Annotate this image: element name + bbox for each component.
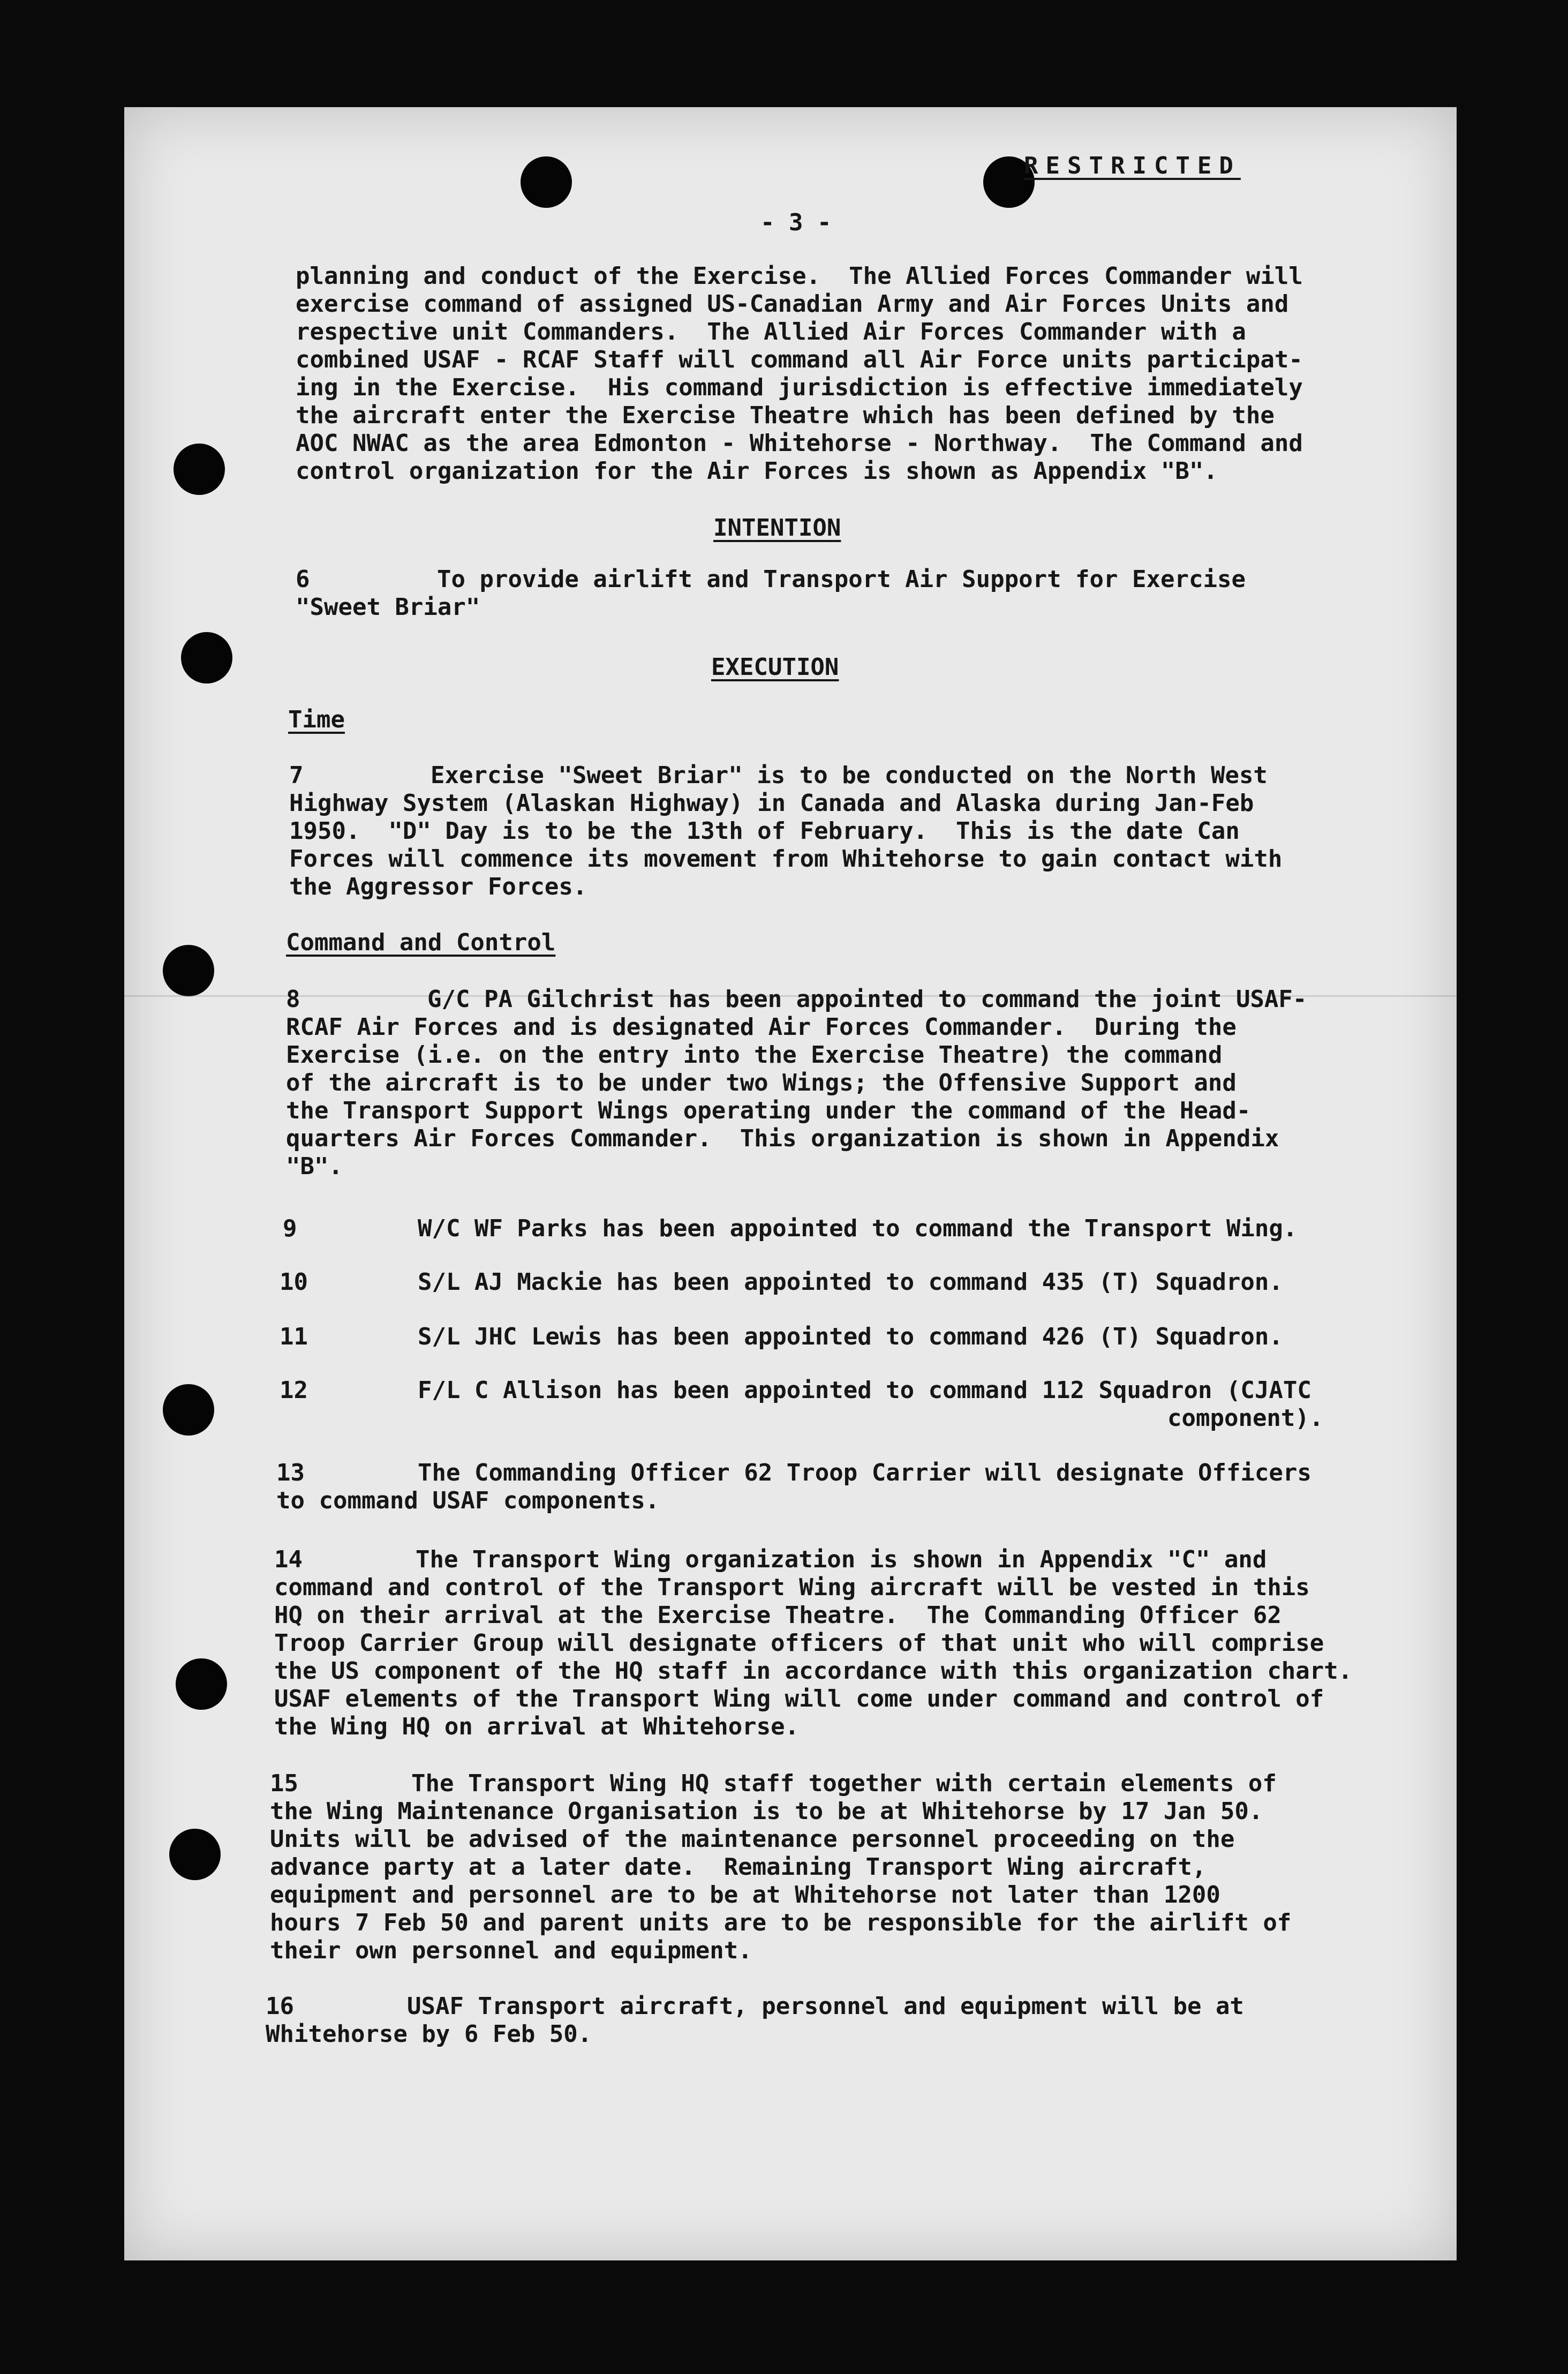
paragraph-line: The Commanding Officer 62 Troop Carrier will designate Officers	[418, 1459, 1311, 1486]
paragraph-11	[418, 1323, 1283, 1351]
paragraph-line: Units will be advised of the maintenance personnel proceeding on the	[270, 1825, 1235, 1853]
paragraph-8	[286, 986, 1307, 1181]
heading-command-and-control: Command and Control	[286, 929, 556, 956]
paragraph-number: 9	[283, 1215, 297, 1242]
paragraph-15	[270, 1770, 1291, 1965]
paragraph-line: The Transport Wing HQ staff together with certain elements of	[411, 1770, 1277, 1797]
paragraph-line: W/C WF Parks has been appointed to command the Transport Wing.	[418, 1215, 1298, 1242]
paragraph-line: their own personnel and equipment.	[270, 1937, 752, 1964]
paragraph-number: 8	[286, 986, 300, 1013]
paragraph-line: USAF Transport aircraft, personnel and equipment will be at	[407, 1993, 1244, 2020]
document-page	[124, 107, 1457, 2260]
heading-intention: INTENTION	[713, 514, 841, 542]
paragraph-line: the US component of the HQ staff in accordance with this organization chart.	[274, 1657, 1353, 1685]
paragraph-line: equipment and personnel are to be at Whitehorse not later than 1200	[270, 1881, 1220, 1909]
paragraph-number: 7	[289, 762, 304, 789]
paragraph-line: "B".	[286, 1153, 343, 1180]
intro-line: combined USAF - RCAF Staff will command all Air Force units participat-	[296, 346, 1303, 373]
paragraph-number: 11	[280, 1323, 308, 1350]
paragraph-line: the Aggressor Forces.	[289, 873, 587, 900]
intro-line: control organization for the Air Forces is shown as Appendix "B".	[296, 457, 1218, 485]
intro-line: AOC NWAC as the area Edmonton - Whitehorse - Northway. The Command and	[296, 430, 1303, 457]
paragraph-7	[289, 762, 1282, 901]
paragraph-line: component).	[1167, 1404, 1324, 1432]
paragraph-12	[418, 1377, 1323, 1432]
punch-hole-margin-4	[163, 1384, 214, 1436]
intro-line: planning and conduct of the Exercise. The Allied Forces Commander will	[296, 262, 1303, 290]
paragraph-line: of the aircraft is to be under two Wings; the Offensive Support and	[286, 1069, 1237, 1096]
paragraph-10	[418, 1268, 1283, 1296]
classification-marking: RESTRICTED	[1024, 152, 1241, 179]
punch-hole-margin-5	[176, 1658, 227, 1710]
paragraph-13	[276, 1459, 1311, 1515]
paragraph-line: Highway System (Alaskan Highway) in Canada and Alaska during Jan-Feb	[289, 790, 1254, 817]
paragraph-number: 10	[280, 1268, 308, 1296]
paragraph-number: 15	[270, 1770, 298, 1797]
paragraph-line: the Wing HQ on arrival at Whitehorse.	[274, 1713, 800, 1740]
intro-line: exercise command of assigned US-Canadian Army and Air Forces Units and	[296, 290, 1289, 318]
paragraph-line: 1950. "D" Day is to be the 13th of February. This is the date Can	[289, 817, 1240, 845]
paragraph-number: 6	[296, 566, 310, 593]
intro-line: ing in the Exercise. His command jurisdiction is effective immediately	[296, 374, 1303, 401]
paragraph-line: HQ on their arrival at the Exercise Theatre. The Commanding Officer 62	[274, 1602, 1281, 1629]
intro-line: the aircraft enter the Exercise Theatre which has been defined by the	[296, 402, 1275, 429]
paragraph-line: the Wing Maintenance Organisation is to be at Whitehorse by 17 Jan 50.	[270, 1798, 1263, 1825]
paragraph-line: F/L C Allison has been appointed to command 112 Squadron (CJATC	[418, 1377, 1311, 1404]
paragraph-6	[296, 566, 1246, 621]
paragraph-number: 14	[274, 1546, 303, 1573]
heading-execution: EXECUTION	[711, 653, 839, 681]
punch-hole-top-left	[521, 156, 572, 208]
paragraph-line: hours 7 Feb 50 and parent units are to be responsible for the airlift of	[270, 1909, 1292, 1936]
paragraph-number: 12	[280, 1377, 308, 1404]
paragraph-line: advance party at a later date. Remaining Transport Wing aircraft,	[270, 1853, 1207, 1881]
punch-hole-margin-3	[163, 945, 214, 996]
punch-hole-margin-2	[181, 632, 232, 683]
paragraph-line: G/C PA Gilchrist has been appointed to command the joint USAF-	[427, 986, 1307, 1013]
paragraph-line: Exercise (i.e. on the entry into the Exercise Theatre) the command	[286, 1041, 1223, 1069]
punch-hole-margin-6	[169, 1829, 221, 1880]
page-number: - 3 -	[760, 209, 832, 236]
paragraph-line: Troop Carrier Group will designate officers of that unit who will comprise	[274, 1629, 1324, 1657]
paragraph-line: "Sweet Briar"	[296, 594, 480, 621]
paragraph-line: RCAF Air Forces and is designated Air Forces Commander. During the	[286, 1013, 1237, 1041]
paragraph-line: USAF elements of the Transport Wing will come under command and control of	[274, 1685, 1324, 1712]
punch-hole-margin-1	[174, 444, 225, 495]
paragraph-line: To provide airlift and Transport Air Support for Exercise	[437, 566, 1246, 593]
intro-line: respective unit Commanders. The Allied Air Forces Commander with a	[296, 318, 1246, 345]
paragraph-line: to command USAF components.	[276, 1487, 660, 1514]
paragraph-line: Forces will commence its movement from Whitehorse to gain contact with	[289, 845, 1283, 873]
paragraph-line: Exercise "Sweet Briar" is to be conducted on the North West	[431, 762, 1268, 789]
heading-time: Time	[288, 706, 345, 733]
paragraph-line: S/L JHC Lewis has been appointed to command 426 (T) Squadron.	[418, 1323, 1283, 1350]
paragraph-14	[274, 1546, 1352, 1741]
paragraph-line: The Transport Wing organization is shown in Appendix "C" and	[416, 1546, 1267, 1573]
paragraph-9	[418, 1215, 1297, 1243]
paragraph-16	[266, 1993, 1244, 2048]
paragraph-number: 13	[276, 1459, 305, 1486]
intro-paragraph	[296, 262, 1303, 485]
paragraph-line: S/L AJ Mackie has been appointed to command 435 (T) Squadron.	[418, 1268, 1283, 1296]
paragraph-line: the Transport Support Wings operating under the command of the Head-	[286, 1097, 1251, 1124]
paragraph-line: quarters Air Forces Commander. This organization is shown in Appendix	[286, 1125, 1279, 1152]
paragraph-number: 16	[266, 1993, 294, 2020]
paragraph-line: command and control of the Transport Wing aircraft will be vested in this	[274, 1574, 1310, 1601]
paragraph-line: Whitehorse by 6 Feb 50.	[266, 2020, 592, 2048]
